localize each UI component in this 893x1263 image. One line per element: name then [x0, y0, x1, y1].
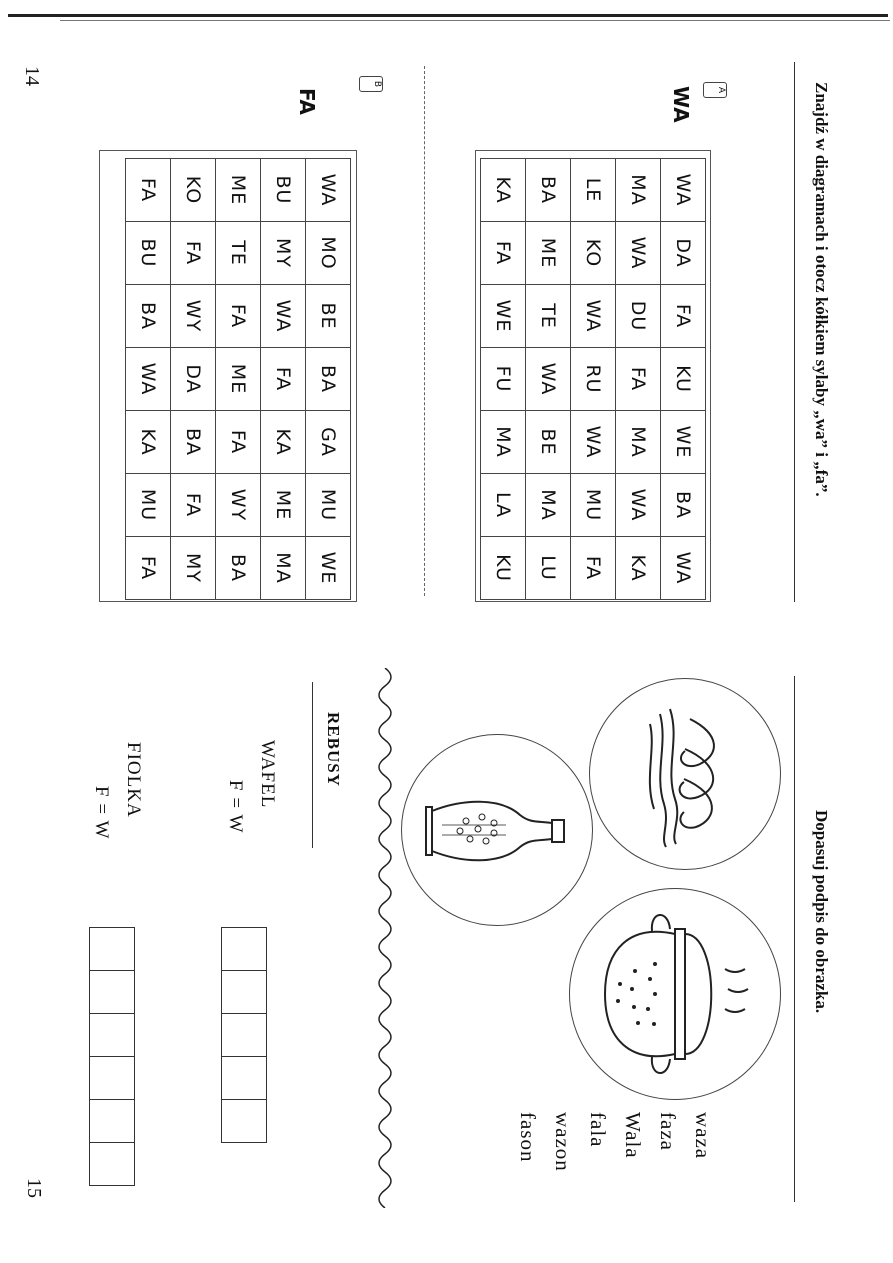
section_b-cell[interactable]: TE [216, 222, 261, 285]
exercise1-rule-top [794, 62, 795, 602]
section_a-cell[interactable]: MA [481, 411, 526, 474]
section_a-cell[interactable]: TE [526, 285, 571, 348]
section_a-cell[interactable]: KA [481, 159, 526, 222]
section_b-cell[interactable]: MY [261, 222, 306, 285]
section-b-label: FA [295, 88, 319, 115]
waves-picture [589, 678, 781, 870]
vase-picture [401, 734, 593, 926]
section_a-cell[interactable]: WA [571, 285, 616, 348]
section_a-cell[interactable]: LA [481, 474, 526, 537]
rebus1-letter-box[interactable] [221, 1099, 267, 1143]
section_b-cell[interactable]: BE [306, 285, 351, 348]
rebus2-rule: F = W [91, 786, 112, 840]
section_b-cell[interactable]: ME [216, 348, 261, 411]
section_a-cell[interactable]: BE [526, 411, 571, 474]
section-a-badge: A [703, 82, 727, 98]
section_a-row [526, 159, 571, 600]
section_b-cell[interactable]: FA [171, 474, 216, 537]
rebus2-letter-box[interactable] [89, 1142, 135, 1186]
rebus2-word: FIOLKA [123, 742, 144, 818]
section_a-cell[interactable]: WE [661, 411, 706, 474]
section_a-cell[interactable]: FA [571, 537, 616, 600]
section_b-cell[interactable]: MO [306, 222, 351, 285]
section_a-cell[interactable]: FA [481, 222, 526, 285]
word-option[interactable]: waza [691, 1112, 715, 1160]
section-divider [424, 66, 425, 596]
section_a-cell[interactable]: ME [526, 222, 571, 285]
section_b-cell[interactable]: KA [126, 411, 171, 474]
section_b-cell[interactable]: ME [216, 159, 261, 222]
section_b-cell[interactable]: WE [306, 537, 351, 600]
section_a-cell[interactable]: DA [661, 222, 706, 285]
section_b-cell[interactable]: BA [171, 411, 216, 474]
section_a-cell[interactable]: FA [616, 348, 661, 411]
rebus1-letter-box[interactable] [221, 1056, 267, 1100]
section_a-cell[interactable]: WA [526, 348, 571, 411]
section_a-cell[interactable]: BA [526, 159, 571, 222]
section_b-cell[interactable]: KA [261, 411, 306, 474]
section_a-cell[interactable]: MA [616, 159, 661, 222]
section_a-cell[interactable]: MA [526, 474, 571, 537]
section_a-cell[interactable]: WA [616, 474, 661, 537]
section_b-row [126, 159, 171, 600]
section_a-cell[interactable]: DU [616, 285, 661, 348]
rebus2-letter-box[interactable] [89, 1099, 135, 1143]
section_b-cell[interactable]: FA [126, 159, 171, 222]
section_b-cell[interactable]: FA [126, 537, 171, 600]
section_b-cell[interactable]: DA [171, 348, 216, 411]
section_a-cell[interactable]: MA [616, 411, 661, 474]
rebusy-rule [312, 682, 313, 848]
section_a-cell[interactable]: MU [571, 474, 616, 537]
rebus1-answer-boxes [221, 928, 267, 1143]
rebus2-answer-boxes [89, 928, 135, 1186]
section_a-cell[interactable]: WA [661, 159, 706, 222]
section_b-cell[interactable]: MU [306, 474, 351, 537]
wavy-divider [373, 668, 397, 1208]
section_b-cell[interactable]: BA [126, 285, 171, 348]
rebus1-letter-box[interactable] [221, 970, 267, 1014]
section_b-row [306, 159, 351, 600]
section_a-cell[interactable]: KU [661, 348, 706, 411]
section_b-cell[interactable]: WA [306, 159, 351, 222]
word-option[interactable]: fala [586, 1112, 610, 1148]
section-a-label: WA [669, 86, 693, 123]
section_b-row [261, 159, 306, 600]
page-number-right: 15 [23, 1178, 45, 1198]
section_b-cell[interactable]: BU [261, 159, 306, 222]
rebus1-letter-box[interactable] [221, 1013, 267, 1057]
section_b-cell[interactable]: MY [171, 537, 216, 600]
section_a-cell[interactable]: LE [571, 159, 616, 222]
section_b-cell[interactable]: KO [171, 159, 216, 222]
pot-icon [570, 889, 780, 1099]
section_b-row [216, 159, 261, 600]
word-option[interactable]: wazon [551, 1112, 575, 1172]
section_b-cell[interactable]: WY [216, 474, 261, 537]
exercise1-instruction: Znajdź w diagramach i otocz kółkiem sylaby „wa” i „fa”. [812, 82, 831, 497]
section_a-cell[interactable]: WA [571, 411, 616, 474]
section_a-cell[interactable]: KO [571, 222, 616, 285]
section_b-cell[interactable]: GA [306, 411, 351, 474]
section_a-cell[interactable]: BA [661, 474, 706, 537]
exercise2-rule-top [794, 676, 795, 1202]
rebus1-letter-box[interactable] [221, 927, 267, 971]
word-option[interactable]: fason [516, 1112, 540, 1163]
page-number-left: 14 [21, 66, 43, 86]
section_b-row [171, 159, 216, 600]
section_b-cell[interactable]: FA [171, 222, 216, 285]
section_a-cell[interactable]: KA [616, 537, 661, 600]
rebusy-title: REBUSY [324, 712, 343, 787]
section-b-grid [125, 158, 351, 600]
section_a-row [661, 159, 706, 600]
section_b-cell[interactable]: BA [216, 537, 261, 600]
section_b-cell[interactable]: WA [126, 348, 171, 411]
section_a-row [571, 159, 616, 600]
rebus2-letter-box[interactable] [89, 970, 135, 1014]
section_a-row [481, 159, 526, 600]
rebus1-rule: F = W [225, 780, 246, 834]
word-option[interactable]: faza [656, 1112, 680, 1151]
section_b-cell[interactable]: MA [261, 537, 306, 600]
rebus2-letter-box[interactable] [89, 1013, 135, 1057]
waves-icon [590, 679, 780, 869]
rebus2-letter-box[interactable] [89, 927, 135, 971]
section_b-cell[interactable]: MU [126, 474, 171, 537]
section_a-cell[interactable]: WA [616, 222, 661, 285]
exercise2-instruction: Dopasuj podpis do obrazka. [812, 810, 831, 1014]
section_a-cell[interactable]: WA [661, 537, 706, 600]
section-b-badge: B [359, 76, 383, 92]
section_a-cell[interactable]: FA [661, 285, 706, 348]
section_b-cell[interactable]: ME [261, 474, 306, 537]
rebus1-word: WAFEL [257, 740, 278, 809]
section_b-cell[interactable]: BA [306, 348, 351, 411]
section_b-cell[interactable]: FA [216, 285, 261, 348]
word-list [503, 1112, 713, 1222]
vase-icon [402, 735, 592, 925]
section_a-cell[interactable]: RU [571, 348, 616, 411]
section_a-cell[interactable]: WE [481, 285, 526, 348]
section_b-cell[interactable]: WA [261, 285, 306, 348]
rebus2-letter-box[interactable] [89, 1056, 135, 1100]
section-a-grid [480, 158, 706, 600]
section_a-cell[interactable]: KU [481, 537, 526, 600]
section_a-row [616, 159, 661, 600]
section_b-cell[interactable]: WY [171, 285, 216, 348]
section_b-cell[interactable]: BU [126, 222, 171, 285]
word-option[interactable]: Wala [621, 1112, 645, 1159]
section_b-cell[interactable]: FA [261, 348, 306, 411]
section_b-cell[interactable]: FA [216, 411, 261, 474]
section_a-cell[interactable]: LU [526, 537, 571, 600]
pot-picture [569, 888, 781, 1100]
section_a-cell[interactable]: FU [481, 348, 526, 411]
